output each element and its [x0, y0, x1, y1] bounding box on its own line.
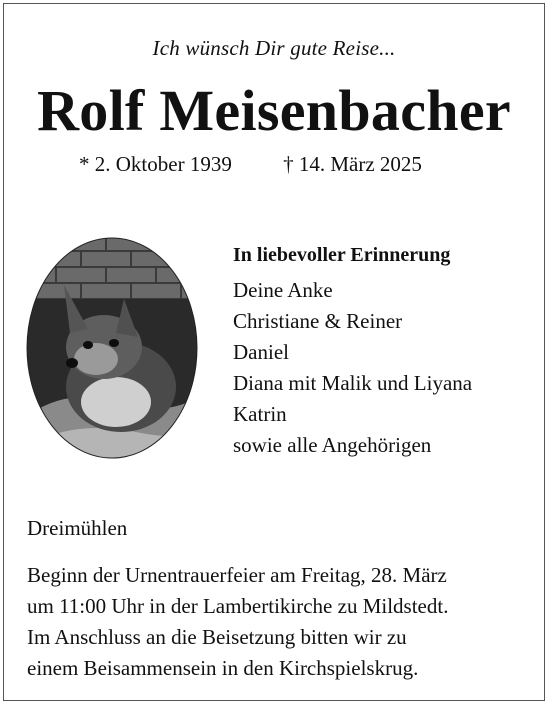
obituary-notice [3, 3, 545, 701]
mourners-block [233, 240, 472, 461]
mourner-name: sowie alle Angehörigen [233, 433, 432, 457]
dog-portrait-icon [26, 237, 198, 459]
mourner-name: Katrin [233, 402, 287, 426]
ceremony-line: einem Beisammensein in den Kirchspielskrug. [27, 656, 419, 680]
ceremony-line: Im Anschluss an die Beisetzung bitten wir zu [27, 625, 407, 649]
mourners-heading: In liebevoller Erinnerung [233, 244, 451, 266]
ceremony-details [27, 560, 448, 684]
mourner-name: Diana mit Malik und Liyana [233, 371, 473, 395]
farewell-quote: Ich wünsch Dir gute Reise... [152, 36, 396, 60]
mourner-name: Daniel [233, 340, 289, 364]
mourner-name: Christiane & Reiner [233, 309, 403, 333]
birth-date: * 2. Oktober 1939 [79, 152, 232, 176]
dog-photo [26, 237, 198, 459]
ceremony-line: um 11:00 Uhr in der Lambertikirche zu Mildstedt. [27, 594, 449, 618]
mourner-name: Deine Anke [233, 278, 333, 302]
ceremony-line: Beginn der Urnentrauerfeier am Freitag, 28. März [27, 563, 447, 587]
place-name: Dreimühlen [27, 516, 128, 540]
life-dates [79, 152, 422, 177]
death-date: † 14. März 2025 [283, 152, 422, 176]
deceased-name: Rolf Meisenbacher [37, 78, 511, 143]
